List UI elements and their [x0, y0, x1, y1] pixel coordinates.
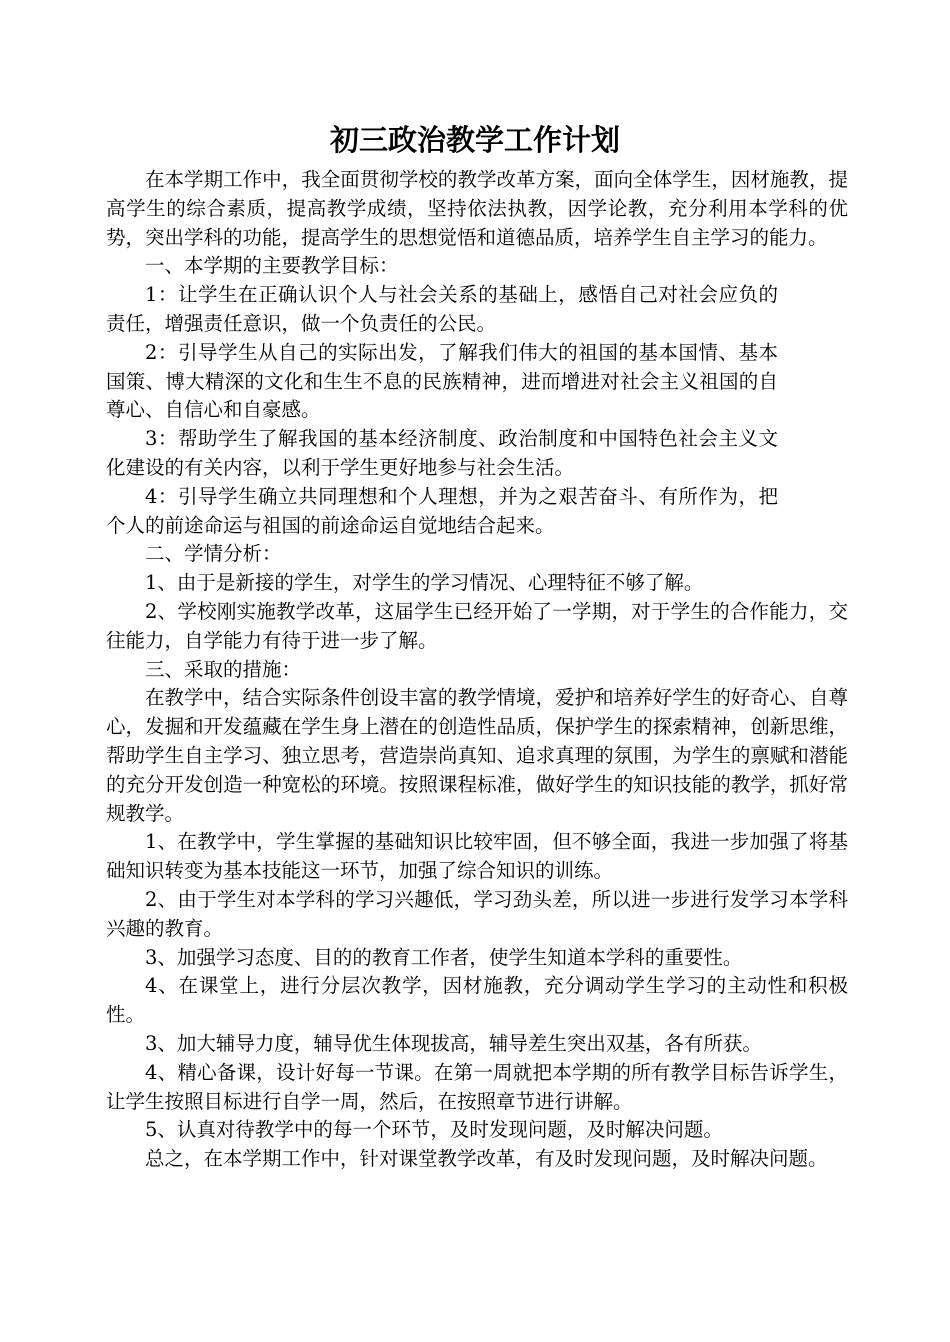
paragraph-measure-4: 4、在课堂上，进行分层次教学，因材施教，充分调动学生学习的主动性和积极性。	[106, 974, 848, 1027]
paragraph-measure-2: 2、由于学生对本学科的学习兴趣低，学习劲头差，所以进一步进行发学习本学科兴趣的教育。	[106, 887, 848, 940]
paragraph-measure-5: 3、加大辅导力度，辅导优生体现拔高，辅导差生突出双基，各有所获。	[145, 1031, 762, 1055]
paragraph-measures-intro: 在教学中，结合实际条件创设丰富的教学情境，爱护和培养好学生的好奇心、自尊心，发掘和开发蕴藏在学生身上潜在的创造性品质，保护学生的探索精神，创新思维，帮助学生自主学习、独立思考，营造崇尚真知、追求真理的氛围，为学生的禀赋和潜能的充分开发创造一种宽松的环境。按照课程标准，做好学生的知识技能的教学，抓好常规教学。	[106, 686, 848, 825]
heading-measures: 三、采取的措施：	[145, 657, 302, 681]
paragraph-measure-6: 4、精心备课，设计好每一节课。在第一周就把本学期的所有教学目标告诉学生，让学生按照目标进行自学一周，然后，在按照章节进行讲解。	[106, 1060, 848, 1113]
paragraph-measure-3: 3、加强学习态度、目的的教育工作者，使学生知道本学科的重要性。	[145, 945, 743, 969]
paragraph-goal-3: 3：帮助学生了解我国的基本经济制度、政治制度和中国特色社会主义文化建设的有关内容，以利于学生更好地参与社会生活。	[106, 427, 778, 479]
paragraph-intro: 在本学期工作中，我全面贯彻学校的教学改革方案，面向全体学生，因材施教，提高学生的综合素质，提高教学成绩，坚持依法执教，因学论教，充分利用本学科的优势，突出学科的功能，提高学生的思想觉悟和道德品质，培养学生自主学习的能力。	[106, 168, 848, 249]
document-body	[106, 166, 848, 1174]
paragraph-analysis-2: 2、学校刚实施教学改革，这届学生已经开始了一学期，对于学生的合作能力，交往能力，自学能力有待于进一步了解。	[106, 599, 848, 652]
paragraph-goal-4: 4：引导学生确立共同理想和个人理想，并为之艰苦奋斗、有所作为，把个人的前途命运与祖国的前途命运自觉地结合起来。	[106, 484, 778, 537]
paragraph-conclusion: 总之，在本学期工作中，针对课堂教学改革，有及时发现问题，及时解决问题。	[145, 1147, 828, 1171]
paragraph-goal-1: 1：让学生在正确认识个人与社会关系的基础上，感悟自己对社会应负的责任，增强责任意识，做一个负责任的公民。	[106, 283, 778, 335]
heading-teaching-goals: 一、本学期的主要教学目标：	[145, 254, 399, 278]
document-title: 初三政治教学工作计划	[329, 123, 620, 157]
paragraph-goal-2: 2：引导学生从自己的实际出发，了解我们伟大的祖国的基本国情、基本国策、博大精深的文化和生生不息的民族精神，进而增进对社会主义祖国的自尊心、自信心和自豪感。	[106, 340, 778, 422]
heading-student-analysis: 二、学情分析：	[145, 542, 282, 566]
paragraph-measure-7: 5、认真对待教学中的每一个环节，及时发现问题，及时解决问题。	[145, 1118, 723, 1142]
paragraph-analysis-1: 1、由于是新接的学生，对学生的学习情况、心理特征不够了解。	[145, 571, 704, 595]
paragraph-measure-1: 1、在教学中，学生掌握的基础知识比较牢固，但不够全面，我进一步加强了将基础知识转变为基本技能这一环节，加强了综合知识的训练。	[106, 830, 848, 883]
